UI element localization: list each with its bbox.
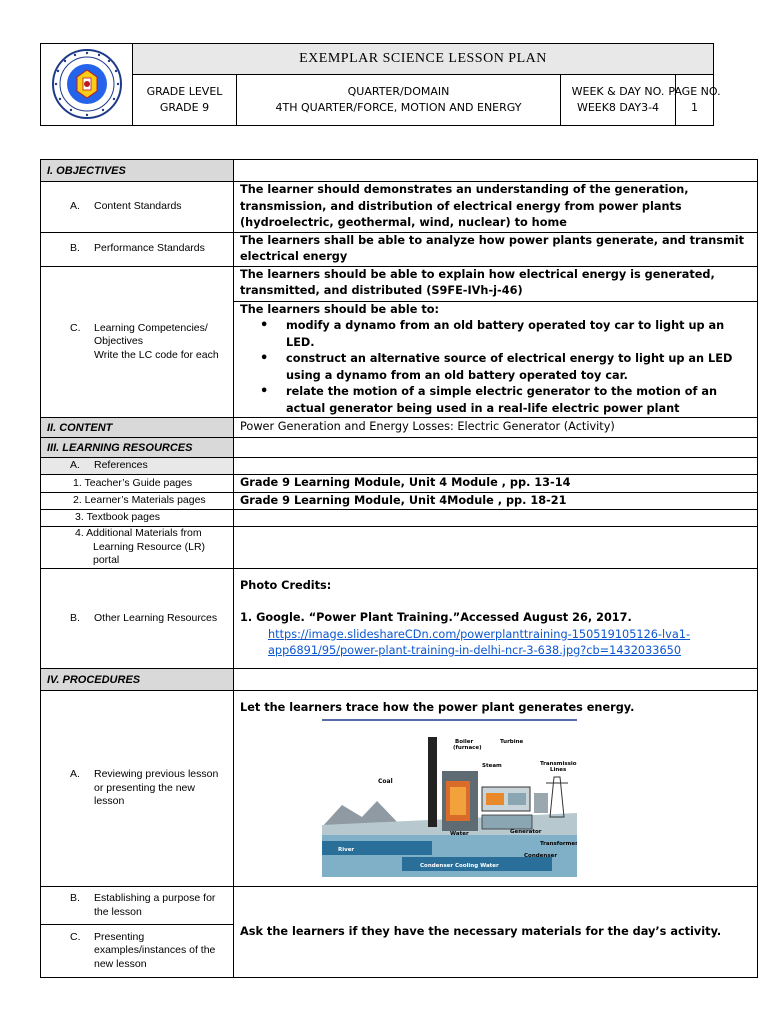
other-resources-label-cell [41, 569, 234, 669]
deped-seal-logo [41, 44, 133, 125]
performance-standards-key: B. [70, 242, 80, 255]
content-standards-key: A. [70, 200, 80, 212]
label-turbine: Turbine [500, 738, 524, 745]
procedures-heading: IV. PROCEDURES [41, 669, 234, 691]
reviewing-row [41, 691, 758, 887]
textbook-row [41, 510, 758, 527]
presenting-label-2: examples/instances of the [94, 944, 216, 957]
procedures-section-row [41, 669, 758, 691]
competencies-label-cell [41, 266, 234, 418]
references-label: References [94, 459, 148, 472]
photo-credits-heading: Photo Credits: [240, 578, 332, 592]
header-week-day [561, 75, 676, 125]
establishing-label-cell [41, 887, 234, 925]
procedures-merged-text: Ask the learners if they have the necessary materials for the day’s activity. [234, 887, 758, 978]
other-resources-cell [234, 569, 758, 669]
competencies-key: C. [70, 321, 81, 334]
procedures-heading-empty [234, 669, 758, 691]
reviewing-label-2: or presenting the new [94, 781, 195, 794]
label-steam: Steam [482, 762, 502, 769]
additional-label-2: Learning Resource (LR) [93, 540, 206, 553]
other-resources-label: Other Learning Resources [94, 611, 218, 624]
reviewing-key: A. [70, 768, 80, 781]
textbook-label: 3. Textbook pages [41, 510, 234, 527]
performance-standards-text: The learners shall be able to analyze how power plants generate, and transmit electrical energy [234, 232, 758, 266]
reviewing-label-1: Reviewing previous lesson [94, 768, 219, 781]
objectives-section-row [41, 160, 758, 182]
label-cooling-water: Condenser Cooling Water [420, 862, 499, 869]
objective-bullet: • relate the motion of a simple electric generator to the motion of an actual generator being used in a real-life electric power plant [286, 384, 751, 417]
reviewing-cell [234, 691, 758, 887]
additional-label-3: portal [93, 554, 120, 567]
objectives-bullet-list [240, 318, 751, 417]
content-standards-label: Content Standards [94, 200, 182, 212]
lesson-plan-table [40, 159, 758, 978]
reviewing-label-cell [41, 691, 234, 887]
objectives-heading: I. OBJECTIVES [41, 160, 234, 182]
header-grade-level [133, 75, 237, 125]
week-day-label: WEEK & DAY NO. [571, 85, 665, 98]
references-empty [234, 458, 758, 475]
additional-label-1: 4. Additional Materials from [75, 527, 202, 540]
reviewing-text: Let the learners trace how the power plant generates energy. [240, 701, 635, 715]
presenting-label-cell [41, 925, 234, 978]
power-plant-illustration [322, 717, 577, 877]
learners-materials-text: Grade 9 Learning Module, Unit 4Module , pp. 18-21 [234, 492, 758, 510]
photo-credit-line: 1. Google. “Power Plant Training.”Accessed August 26, 2017. [240, 611, 632, 624]
content-standards-row [41, 182, 758, 233]
additional-empty [234, 527, 758, 569]
objective-bullet: • modify a dynamo from an old battery operated toy car to light up an LED. [286, 318, 751, 351]
resources-heading: III. LEARNING RESOURCES [41, 438, 234, 458]
references-row [41, 458, 758, 475]
performance-standards-label: Performance Standards [94, 242, 205, 255]
establishing-row [41, 887, 758, 925]
label-furnace: (furnace) [453, 744, 482, 751]
grade-level-label: GRADE LEVEL [146, 85, 223, 98]
references-key: A. [70, 459, 80, 472]
objective-bullet: • construct an alternative source of electrical energy to light up an LED using a dynamo from an old battery operated toy car. [286, 351, 751, 384]
additional-materials-row [41, 527, 758, 569]
competencies-cell [234, 266, 758, 418]
performance-standards-label-cell [41, 232, 234, 266]
teachers-guide-row [41, 475, 758, 493]
performance-standards-row [41, 232, 758, 266]
competencies-row [41, 266, 758, 418]
establishing-label-2: the lesson [94, 905, 142, 918]
references-label-cell [41, 458, 234, 475]
label-transformer: Transformer [540, 840, 577, 847]
competencies-text: The learners should be able to explain how electrical energy is generated, transmitted, and distributed (S9FE-IVh-j-46) [240, 267, 715, 297]
textbook-empty [234, 510, 758, 527]
label-generator: Generator [510, 828, 542, 835]
header-page-no [668, 75, 721, 125]
competencies-objectives [234, 301, 757, 418]
label-coal: Coal [378, 777, 393, 785]
lesson-plan-title: EXEMPLAR SCIENCE LESSON PLAN [133, 44, 713, 75]
content-section-row [41, 418, 758, 438]
objectives-intro: The learners should be able to: [240, 302, 440, 316]
presenting-key: C. [70, 930, 81, 943]
photo-credit-url-1: https://image.slideshareCDn.com/powerplanttraining-150519105126-lva1- [268, 627, 691, 641]
lesson-plan-header [40, 43, 721, 126]
resources-heading-empty [234, 438, 758, 458]
header-quarter-domain [237, 75, 561, 125]
teachers-guide-text: Grade 9 Learning Module, Unit 4 Module , pp. 13-14 [234, 475, 758, 493]
learners-materials-label: 2. Learner’s Materials pages [41, 492, 234, 510]
learners-materials-row [41, 492, 758, 510]
quarter-domain-label: QUARTER/DOMAIN [347, 85, 450, 98]
content-heading: II. CONTENT [41, 418, 234, 438]
other-resources-key: B. [70, 611, 80, 624]
week-day-value: WEEK8 DAY3-4 [576, 101, 660, 114]
resources-section-row [41, 438, 758, 458]
presenting-label-1: Presenting [94, 930, 145, 943]
presenting-label-3: new lesson [94, 957, 147, 970]
other-resources-row [41, 569, 758, 669]
additional-materials-label-cell [41, 527, 234, 569]
photo-credit-link[interactable] [268, 627, 751, 660]
establishing-key: B. [70, 892, 80, 904]
label-river: River [338, 846, 355, 853]
grade-level-value: GRADE 9 [159, 101, 210, 114]
label-lines: Lines [550, 766, 567, 773]
content-standards-text: The learner should demonstrates an understanding of the generation, transmission, and distribution of electrical energy from power plants (hydroelectric, geothermal, wind, nuclear) to home [234, 182, 758, 233]
competencies-label-1: Learning Competencies/ [94, 321, 208, 334]
power-plant-diagram [322, 717, 577, 877]
label-water: Water [450, 830, 469, 837]
teachers-guide-label: 1. Teacher’s Guide pages [41, 475, 234, 493]
content-text: Power Generation and Energy Losses: Electric Generator (Activity) [234, 418, 758, 438]
reviewing-label-3: lesson [94, 795, 125, 808]
establishing-label-1: Establishing a purpose for [94, 892, 216, 904]
photo-credit-url-2: app6891/95/power-plant-training-in-delhi-ncr-3-638.jpg?cb=1432033650 [268, 644, 682, 657]
content-standards-label-cell [41, 182, 234, 233]
competencies-label-3: Write the LC code for each [94, 348, 219, 361]
competencies-label-2: Objectives [94, 335, 144, 347]
label-transmission: Transmission [540, 760, 577, 767]
quarter-domain-value: 4TH QUARTER/FORCE, MOTION AND ENERGY [275, 101, 522, 114]
label-condenser: Condenser [524, 852, 558, 859]
logo-cell [41, 44, 133, 125]
label-boiler: Boiler [455, 738, 474, 745]
page-no-value: 1 [691, 101, 698, 114]
page-no-label: PAGE NO. [668, 85, 721, 98]
objectives-heading-empty [234, 160, 758, 182]
